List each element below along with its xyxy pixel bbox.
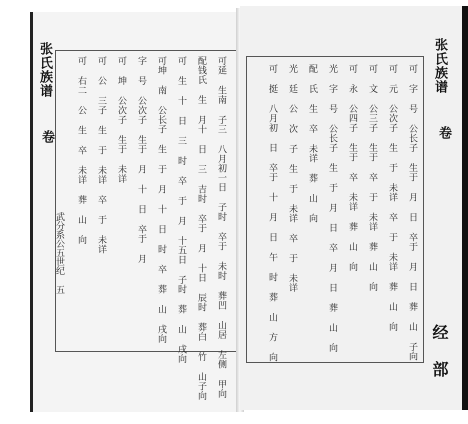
right-column-6: 配 氏 生 卒 未详 葬 山 向	[307, 64, 317, 223]
right-margin-title: 张氏族谱	[432, 38, 447, 94]
left-margin-title: 张氏族谱	[37, 42, 52, 98]
left-page-footer: 武分系公五世纪 五	[54, 212, 64, 294]
right-column-4: 可 永 公四子 生于 卒 未详 葬 山 向	[347, 64, 357, 272]
right-column-3: 可 文 公三子 生于 卒 于 未详 葬 山 向	[367, 64, 377, 292]
left-page	[30, 12, 243, 412]
left-column-5: 字 号 公次子 生于 月 十 日 卒于 月	[136, 56, 146, 264]
left-column-1: 可延 生南 子三 八月初一日 子时 卒于 未时 葬凹 山居 左侧 甲向	[216, 56, 226, 399]
left-column-6: 可 坤 公次子 生于 未详	[116, 56, 126, 184]
right-page	[240, 6, 468, 410]
right-column-5: 光 字 号 公长子 生 于 月 日 卒 月 日 葬 山 向	[327, 64, 337, 353]
right-column-7: 光 廷 公 次 子 生 于 未详 卒 于 未详	[287, 64, 297, 293]
left-margin-volume: 卷	[39, 130, 54, 144]
left-column-2: 配钱氏 生 月十 日 三 吉时 卒于 月 十日 辰时 葬白 竹 山子向	[196, 56, 206, 401]
left-column-4: 可坤 南 公长子 生 于 月 十 日 时 卒 葬 山 戌向	[156, 56, 166, 344]
left-column-8: 可 右二 公 生 卒 未详 葬 山 向	[76, 56, 86, 245]
left-column-7: 可 公 三子 生 于 未详 卒 于 未详	[96, 56, 106, 254]
right-column-1: 可 字 号 公长子 生于 月 日 卒于 月 日 葬 山 子向	[407, 64, 417, 361]
right-margin-volume: 卷	[436, 126, 451, 140]
left-column-3: 可 生 十 日 三 时 卒 于 月 十五日 子时 葬 山 戌向	[176, 56, 186, 364]
right-column-2: 可 元 公次子 生 于 未详 卒 于 未详 葬 山 向	[387, 64, 397, 332]
right-margin-seal: 经 部	[430, 324, 449, 378]
right-column-8: 可 挺 八月初 日 卒于 十 月 日 午 时 葬 山 方 向	[267, 64, 277, 362]
